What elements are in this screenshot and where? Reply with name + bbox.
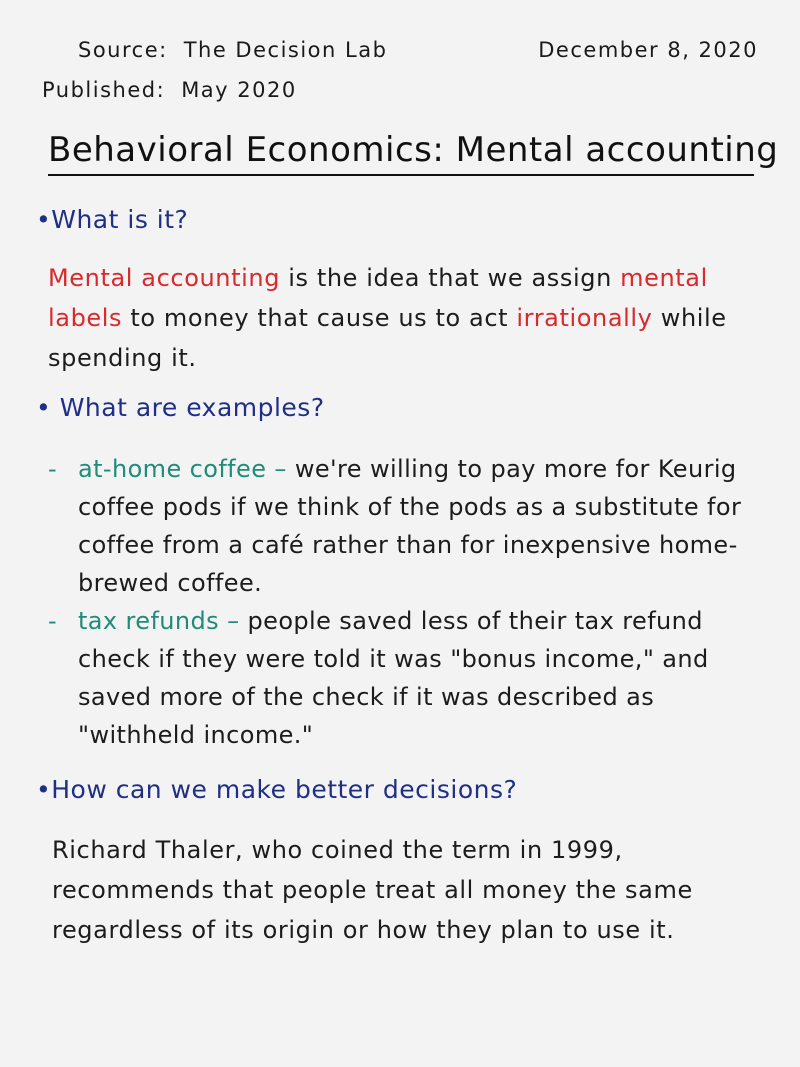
example-body [78, 450, 768, 602]
source-label: Source: [78, 38, 168, 62]
recommendation-paragraph: Richard Thaler, who coined the term in 1999, recommends that people treat all money the same regardless of its origin or how they plan to use it. [52, 836, 693, 944]
example-label: tax refunds – [78, 607, 240, 635]
note-date: December 8, 2020 [538, 38, 758, 62]
example-text: we're willing to pay more for Keurig coffee pods if we think of the pods as a substitute for coffee from a café rather than for inexpensive home-brewed coffee. [78, 455, 742, 597]
definition-text-3: while spending it. [48, 304, 727, 372]
term-irrationally: irrationally [516, 304, 653, 332]
definition-paragraph [48, 258, 748, 378]
definition-text-1: is the idea that we assign [280, 264, 621, 292]
heading-what-is-it: •What is it? [36, 205, 189, 234]
definition-text-2: to money that cause us to act [122, 304, 517, 332]
term-mental-labels: mental labels [48, 264, 708, 332]
published-label: Published: [42, 78, 166, 102]
page-title: Behavioral Economics: Mental accounting [48, 128, 754, 176]
published-value: May 2020 [181, 78, 297, 102]
example-label: at-home coffee – [78, 455, 287, 483]
heading-better-decisions: •How can we make better decisions? [36, 775, 518, 804]
term-mental-accounting: Mental accounting [48, 264, 281, 292]
heading-examples: • What are examples? [36, 393, 325, 422]
source-line [78, 38, 387, 62]
example-body [78, 602, 768, 754]
source-value: The Decision Lab [183, 38, 388, 62]
example-dash: - [48, 607, 57, 635]
example-dash: - [48, 455, 57, 483]
example-text: people saved less of their tax refund check if they were told it was "bonus income," and saved more of the check if it was described as "withheld income." [78, 607, 709, 749]
published-line [42, 78, 297, 102]
